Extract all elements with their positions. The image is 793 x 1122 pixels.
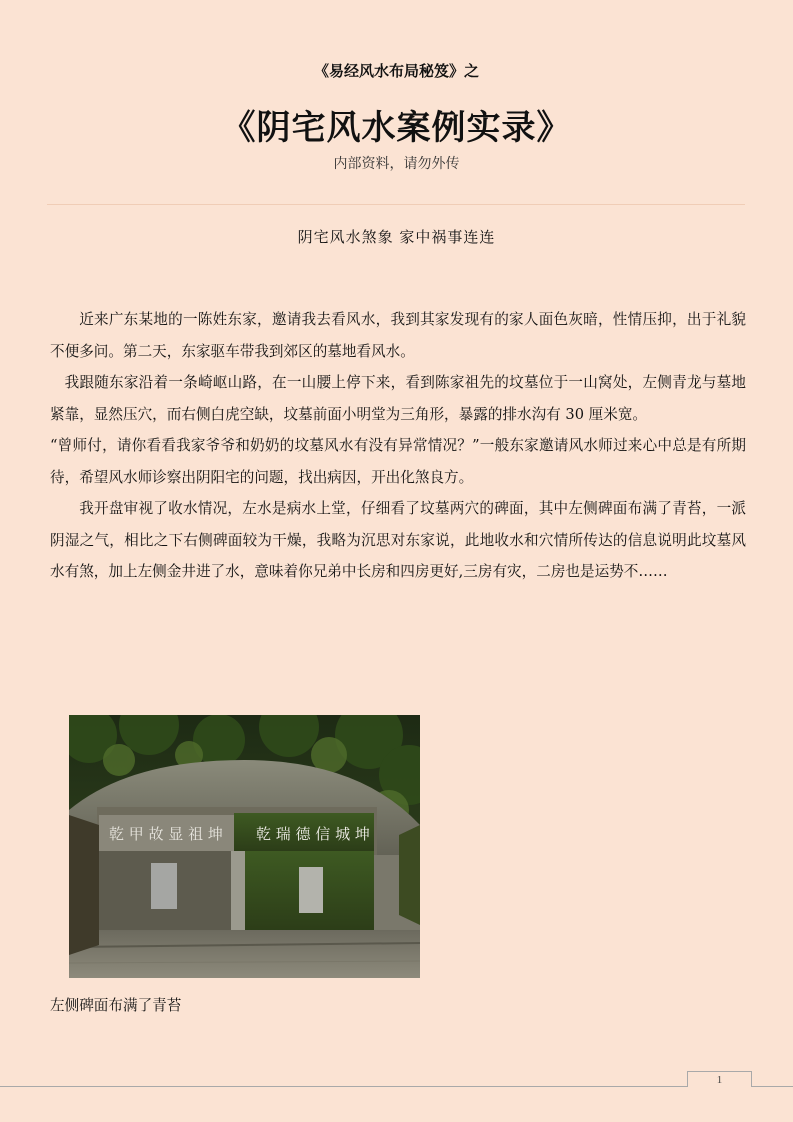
confidential-notice: 内部资料，请勿外传 [333, 156, 460, 172]
paragraph-3: “曾师付，请你看看我家爷爷和奶奶的坟墓风水有没有异常情况？”一般东家邀请风水师过来心中总是有所期待，希望风水师诊察出阴阳宅的问题，找出病因，开出化煞良方。 [50, 437, 746, 486]
paragraph-4: 我开盘审视了收水情况，左水是病水上堂，仔细看了坟墓两穴的碑面，其中左侧碑面布满了青苔，一派阴湿之气，相比之下右侧碑面较为干燥，我略为沉思对东家说，此地收水和穴情所传达的信息说明此坟墓风水有煞，加上左侧金井进了水，意味着你兄弟中长房和四房更好,三房有灾，二房也是运势不…… [50, 500, 746, 580]
footer-divider [0, 1086, 793, 1087]
main-title: 《阴宅风水案例实录》 [221, 108, 572, 148]
figure-caption: 左侧碑面布满了青苔 [50, 997, 182, 1014]
article-body [50, 304, 746, 588]
page-number: 1 [687, 1071, 752, 1087]
paragraph-2: 我跟随东家沿着一条崎岖山路，在一山腰上停下来，看到陈家祖先的坟墓位于一山窝处，左侧青龙与墓地紧靠，显然压穴，而右侧白虎空缺，坟墓前面小明堂为三角形，暴露的排水沟有 30 厘米宽。 [50, 374, 746, 423]
left-inscription: 乾 甲 故 显 祖 坤 [109, 825, 223, 843]
series-title: 《易经风水布局秘笈》之 [313, 62, 479, 80]
tomb-photo [69, 715, 420, 978]
paragraph-1: 近来广东某地的一陈姓东家，邀请我去看风水，我到其家发现有的家人面色灰暗，性情压抑，出于礼貌不便多问。第二天，东家驱车带我到郊区的墓地看风水。 [50, 311, 746, 360]
section-heading: 阴宅风水煞象 家中祸事连连 [297, 228, 496, 246]
right-inscription: 乾 瑞 德 信 城 坤 [256, 825, 370, 843]
header-divider [47, 204, 745, 205]
